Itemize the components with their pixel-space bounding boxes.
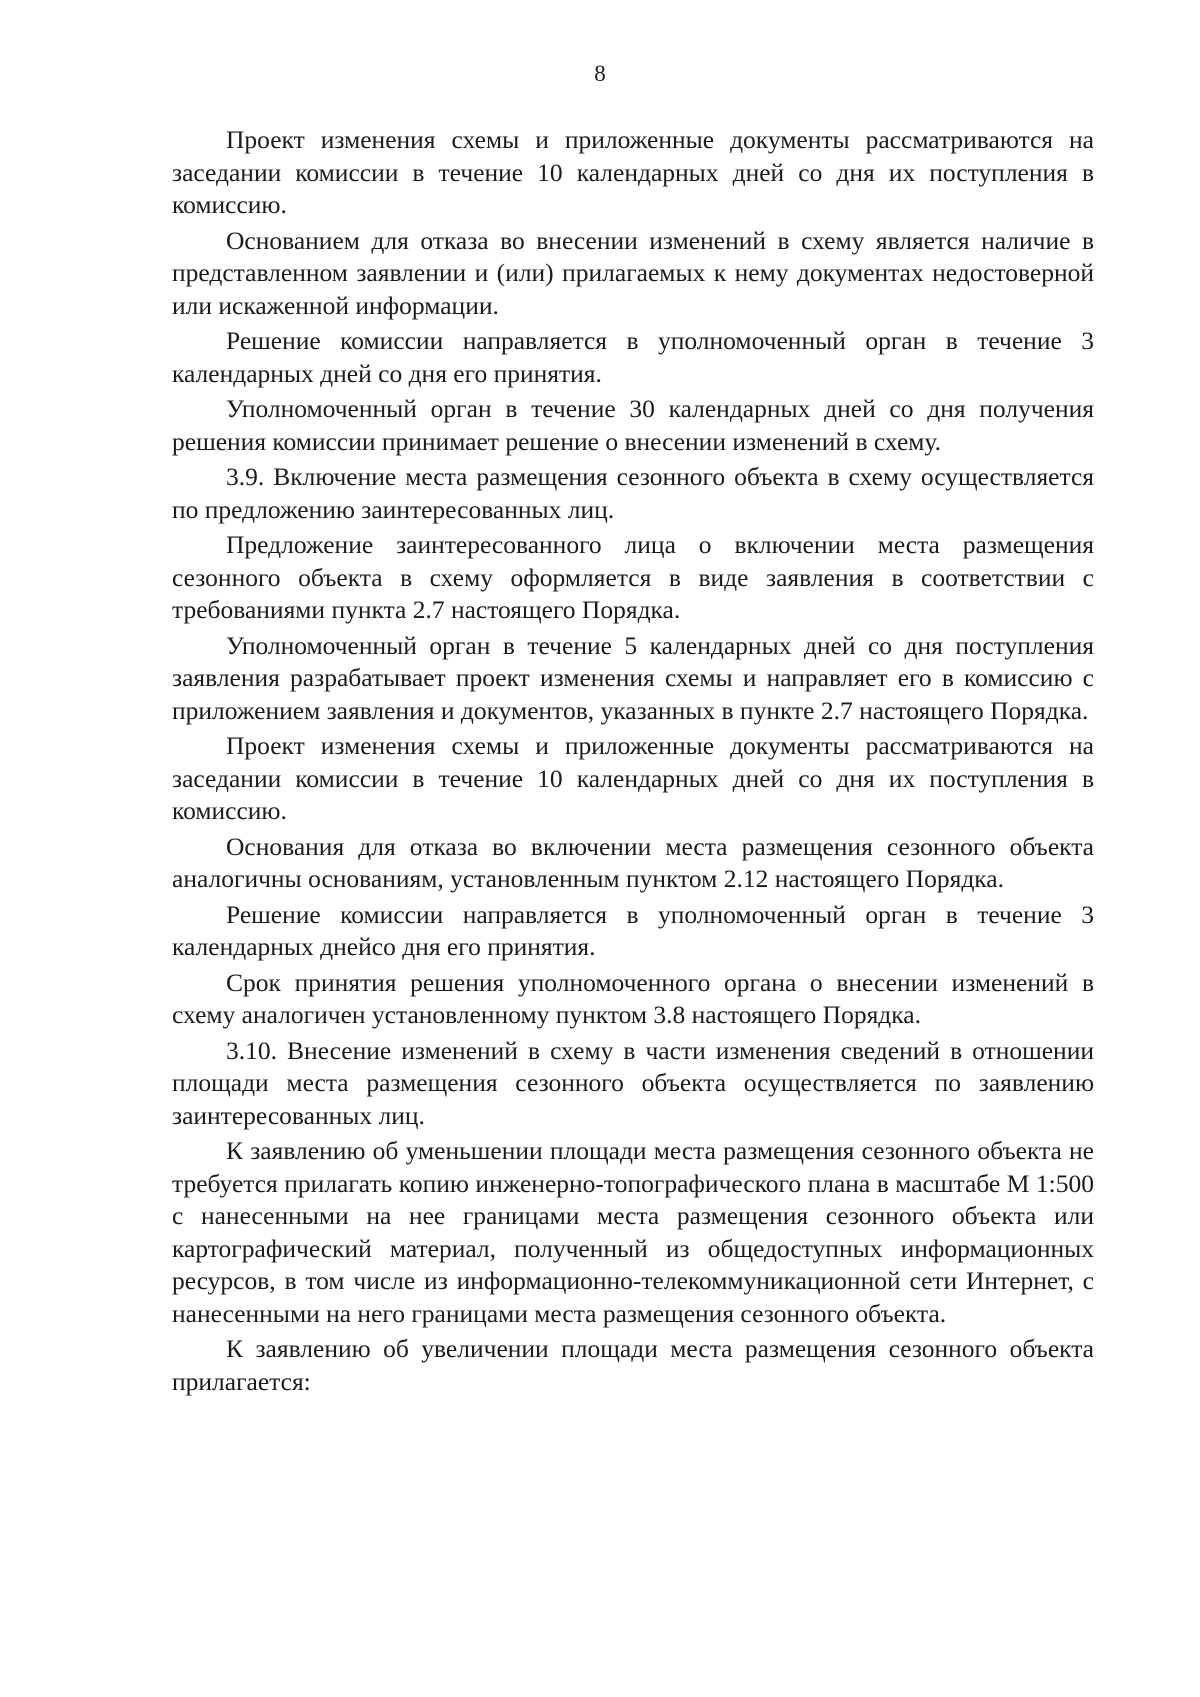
paragraph-13: К заявлению об уменьшении площади места размещения сезонного объекта не требуется прилагать копию инженерно-топографического плана в масштабе М 1:500 с нанесенными на нее границами места размещения сезонного объекта или картографический материал, полученный из общедоступных информационных ресурсов, в том числе из информационно-телекоммуникационной сети Интернет, с нанесенными на него границами места размещения сезонного объекта.: [172, 1136, 1094, 1328]
paragraph-9: Основания для отказа во включении места размещения сезонного объекта аналогичны основаниям, установленным пунктом 2.12 настоящего Порядка.: [172, 831, 1094, 893]
paragraph-1: Проект изменения схемы и приложенные документы рассматриваются на заседании комиссии в течение 10 календарных дней со дня их поступления в комиссию.: [172, 125, 1094, 219]
document-body: [172, 124, 1094, 1401]
paragraph-14: К заявлению об увеличении площади места размещения сезонного объекта прилагается:: [172, 1334, 1094, 1396]
paragraph-4: Уполномоченный орган в течение 30 календарных дней со дня получения решения комиссии принимает решение о внесении изменений в схему.: [172, 394, 1094, 456]
page-number: 8: [594, 61, 606, 86]
paragraph-8: Проект изменения схемы и приложенные документы рассматриваются на заседании комиссии в течение 10 календарных дней со дня их поступления в комиссию.: [172, 731, 1094, 825]
paragraph-3: Решение комиссии направляется в уполномоченный орган в течение 3 календарных дней со дня его принятия.: [172, 326, 1094, 388]
paragraph-6: Предложение заинтересованного лица о включении места размещения сезонного объекта в схему оформляется в виде заявления в соответствии с требованиями пункта 2.7 настоящего Порядка.: [172, 530, 1094, 624]
paragraph-5: 3.9. Включение места размещения сезонного объекта в схему осуществляется по предложению заинтересованных лиц.: [172, 462, 1094, 524]
paragraph-11: Срок принятия решения уполномоченного органа о внесении изменений в схему аналогичен установленному пунктом 3.8 настоящего Порядка.: [172, 967, 1094, 1029]
paragraph-12: 3.10. Внесение изменений в схему в части изменения сведений в отношении площади места размещения сезонного объекта осуществляется по заявлению заинтересованных лиц.: [172, 1035, 1094, 1130]
paragraph-7: Уполномоченный орган в течение 5 календарных дней со дня поступления заявления разрабатывает проект изменения схемы и направляет его в комиссию с приложением заявления и документов, указанных в пункте 2.7 настоящего Порядка.: [172, 630, 1094, 725]
paragraph-2: Основанием для отказа во внесении изменений в схему является наличие в представленном заявлении и (или) прилагаемых к нему документах недостоверной или искаженной информации.: [172, 225, 1094, 320]
paragraph-10: Решение комиссии направляется в уполномоченный орган в течение 3 календарных днейсо дня его принятия.: [172, 899, 1094, 961]
